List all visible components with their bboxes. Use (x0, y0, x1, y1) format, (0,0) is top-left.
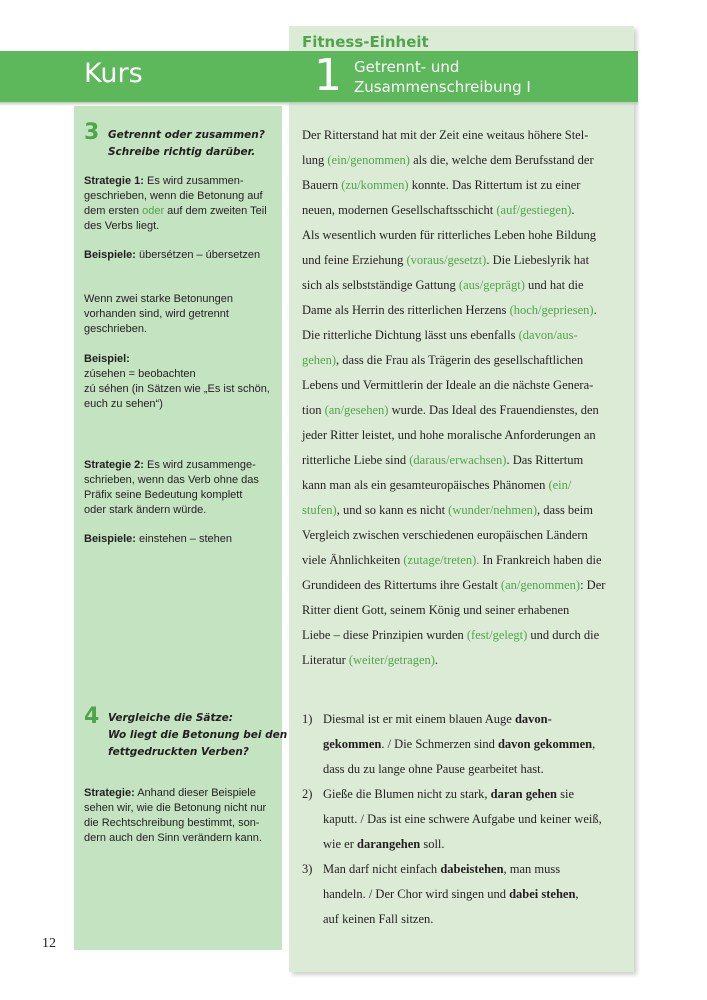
text-segment: Bauern (302, 178, 342, 192)
strategy-text: Es wird zusammenge- (143, 459, 256, 471)
strategy-2 (84, 458, 278, 518)
text-line (302, 473, 624, 498)
bold-verb: dabei stehen (509, 887, 576, 901)
text-segment: handeln. / Der Chor wird singen und (323, 887, 510, 901)
text-line (302, 548, 624, 573)
text-line (302, 173, 624, 198)
text-segment: Man darf nicht einfach (323, 862, 441, 876)
highlight-word: oder (142, 205, 165, 217)
examples-text: einstehen – stehen (135, 533, 232, 545)
text-segment: dass du zu lange ohne Pause gearbeitet hast. (323, 762, 544, 776)
unit-title (354, 57, 624, 97)
item-number: 1) (302, 712, 313, 726)
strategy-3 (84, 786, 278, 846)
text-segment: Liebe – diese Prinzipien wurden (302, 628, 467, 642)
strategy-1 (84, 174, 278, 234)
instruction-line: Wo liegt die Betonung bei den (108, 729, 288, 741)
instruction-line: fettgedruckten Verben? (108, 746, 249, 758)
strategy-text: schrieben, wenn das Verb ohne das (84, 474, 259, 486)
text-segment: , man muss (503, 862, 561, 876)
text-segment: konnte. Das Rittertum ist zu einer (408, 178, 581, 192)
text-segment: , (592, 737, 596, 751)
text-line (302, 398, 624, 423)
verb-gap: (an/gesehen) (324, 403, 389, 417)
item-number: 2) (302, 787, 313, 801)
text-line: Vergleich zwischen verschiedenen europäischen Ländern (302, 528, 588, 542)
text-segment: und hat die (524, 278, 584, 292)
text-segment: In Frankreich haben die (479, 553, 602, 567)
text-segment: sich als selbstständige Gattung (302, 278, 459, 292)
example-label: Beispiel: (84, 353, 130, 365)
text-segment: , dass beim (537, 503, 593, 517)
sentence-list (302, 707, 624, 932)
text-segment: : Der (580, 578, 606, 592)
verb-gap: (zu/kommen) (341, 178, 409, 192)
verb-gap: (auf/gestiegen) (496, 203, 572, 217)
exercise-text (302, 123, 624, 673)
instruction-line: Schreibe richtig darüber. (108, 146, 256, 158)
verb-gap: (ein/ (548, 478, 572, 492)
text-segment: . (593, 303, 597, 317)
unit-label: Fitness-Einheit (302, 33, 429, 51)
text-segment: kaputt. / Das ist eine schwere Aufgabe und keiner weiß, (323, 812, 602, 826)
example-separate (84, 352, 278, 412)
strategy-text: dern auch den Sinn verändern kann. (84, 832, 262, 844)
text-segment: Die ritterliche Dichtung lässt uns ebenfalls (302, 328, 519, 342)
text-line: Als wesentlich wurden für ritterliches Leben hohe Bildung (302, 228, 597, 242)
text-segment: , und so kann es nicht (336, 503, 449, 517)
strategy-text: geschrieben, wenn die Betonung auf (84, 190, 263, 202)
rule-line: Wenn zwei starke Betonungen (84, 293, 233, 305)
text-segment: ritterliche Liebe sind (302, 453, 410, 467)
verb-gap: (wunder/nehmen) (448, 503, 538, 517)
text-line: Ritter dient Gott, seinem König und seiner erhabenen (302, 603, 570, 617)
text-segment: Literatur (302, 653, 349, 667)
exercise-number: 4 (84, 704, 100, 729)
strategy-text: oder stark ändern würde. (84, 504, 207, 516)
strategy-text: sehen wir, wie die Betonung nicht nur (84, 802, 267, 814)
instruction-line: Getrennt oder zusammen? (108, 129, 265, 141)
strategy-text: Anhand dieser Beispiele (134, 787, 256, 799)
item-number: 3) (302, 862, 313, 876)
strategy-label: Strategie 2: (84, 459, 144, 471)
verb-gap: (weiter/getragen) (348, 653, 435, 667)
strategy-label: Strategie 1: (84, 175, 144, 187)
text-line (302, 573, 624, 598)
example-line: zú séhen (in Sätzen wie „Es ist schön, (84, 383, 270, 395)
text-segment: . Die Liebeslyrik hat (486, 253, 590, 267)
rule-line: geschrieben. (84, 323, 147, 335)
exercise-instruction (108, 710, 287, 761)
text-segment: , dass die Frau als Trägerin des gesellschaftlichen (336, 353, 584, 367)
bold-verb: davon- (514, 712, 552, 726)
course-label: Kurs (84, 58, 143, 89)
text-line: Lebens und Vermittlerin der Ideale an die nächste Genera- (302, 378, 594, 392)
list-item (302, 707, 624, 782)
verb-gap: (ein/genommen) (327, 153, 410, 167)
text-segment: Gieße die Blumen nicht zu stark, (323, 787, 491, 801)
strategy-label: Strategie: (84, 787, 135, 799)
text-line (302, 298, 624, 323)
text-segment: und durch die (527, 628, 600, 642)
strategy-text: auf dem zweiten Teil (164, 205, 267, 217)
text-segment: Grundideen des Rittertums ihre Gestalt (302, 578, 501, 592)
strategy-text: des Verbs liegt. (84, 220, 160, 232)
text-line (302, 148, 624, 173)
text-line (302, 498, 624, 523)
verb-gap: (daraus/erwachsen) (409, 453, 507, 467)
text-line (302, 323, 624, 348)
text-line (302, 273, 624, 298)
text-segment: tion (302, 403, 325, 417)
text-segment: . (434, 653, 439, 667)
strategy-text: die Rechtschreibung bestimmt, son- (84, 817, 260, 829)
bold-verb: gekommen (323, 737, 382, 751)
example-line: euch zu sehen“) (84, 398, 163, 410)
unit-title-line: Zusammenschreibung I (354, 78, 531, 96)
rule-separate (84, 292, 278, 337)
text-line (302, 248, 624, 273)
exercise-instruction (108, 127, 265, 161)
verb-gap: (fest/gelegt) (466, 628, 528, 642)
bold-verb: daran gehen (490, 787, 557, 801)
text-segment: . Das Rittertum (506, 453, 584, 467)
text-segment: sie (557, 787, 575, 801)
text-line (302, 623, 624, 648)
verb-gap: (aus/geprägt) (458, 278, 525, 292)
text-line (302, 648, 624, 673)
examples-label: Beispiele: (84, 249, 136, 261)
text-segment: Dame als Herrin des ritterlichen Herzens (302, 303, 510, 317)
header-band-shadow (0, 102, 638, 106)
text-segment: auf keinen Fall sitzen. (323, 912, 434, 926)
text-segment: neuen, modernen Gesellschaftsschicht (302, 203, 497, 217)
text-line (302, 348, 624, 373)
strategy-text: Es wird zusammen- (143, 175, 244, 187)
text-line: jeder Ritter leistet, und hohe moralische Anforderungen an (302, 428, 596, 442)
bold-verb: davon gekommen (497, 737, 593, 751)
text-segment: als die, welche dem Berufsstand der (409, 153, 594, 167)
exercise-number: 3 (84, 120, 100, 145)
text-segment: kann man als ein gesamteuropäisches Phänomen (302, 478, 549, 492)
instruction-line: Vergleiche die Sätze: (108, 712, 233, 724)
text-segment: lung (302, 153, 328, 167)
verb-gap: (hoch/gepriesen) (509, 303, 594, 317)
text-segment: wurde. Das Ideal des Frauendienstes, den (388, 403, 599, 417)
text-segment: wie er (323, 837, 358, 851)
text-segment: und feine Erziehung (302, 253, 407, 267)
text-segment: viele Ähnlichkeiten (302, 553, 404, 567)
text-segment: soll. (420, 837, 445, 851)
bold-verb: darangehen (357, 837, 421, 851)
text-segment: . / Die Schmerzen sind (381, 737, 498, 751)
verb-gap: (an/genommen) (500, 578, 581, 592)
strategy-text: dem ersten (84, 205, 143, 217)
page-number: 12 (42, 936, 56, 951)
verb-gap: (zutage/treten). (403, 553, 480, 567)
example-line: zúsehen = beobachten (84, 368, 196, 380)
verb-gap: gehen) (302, 353, 337, 367)
examples-1 (84, 248, 278, 263)
unit-title-line: Getrennt- und (354, 58, 460, 76)
verb-gap: stufen) (302, 503, 337, 517)
examples-label: Beispiele: (84, 533, 136, 545)
text-line: Der Ritterstand hat mit der Zeit eine weitaus höhere Stel- (302, 128, 589, 142)
unit-number: 1 (314, 50, 342, 101)
list-item (302, 782, 624, 857)
text-segment: Diesmal ist er mit einem blauen Auge (323, 712, 515, 726)
bold-verb: dabeistehen (440, 862, 504, 876)
rule-line: vorhanden sind, wird getrennt (84, 308, 229, 320)
list-item (302, 857, 624, 932)
text-segment: , (575, 887, 579, 901)
text-line (302, 448, 624, 473)
examples-text: übersétzen – úbersetzen (135, 249, 261, 261)
text-segment: . (571, 203, 575, 217)
text-line (302, 198, 624, 223)
verb-gap: (davon/aus- (518, 328, 578, 342)
verb-gap: (voraus/gesetzt) (406, 253, 487, 267)
strategy-text: Präfix seine Bedeutung komplett (84, 489, 243, 501)
examples-2 (84, 532, 278, 547)
